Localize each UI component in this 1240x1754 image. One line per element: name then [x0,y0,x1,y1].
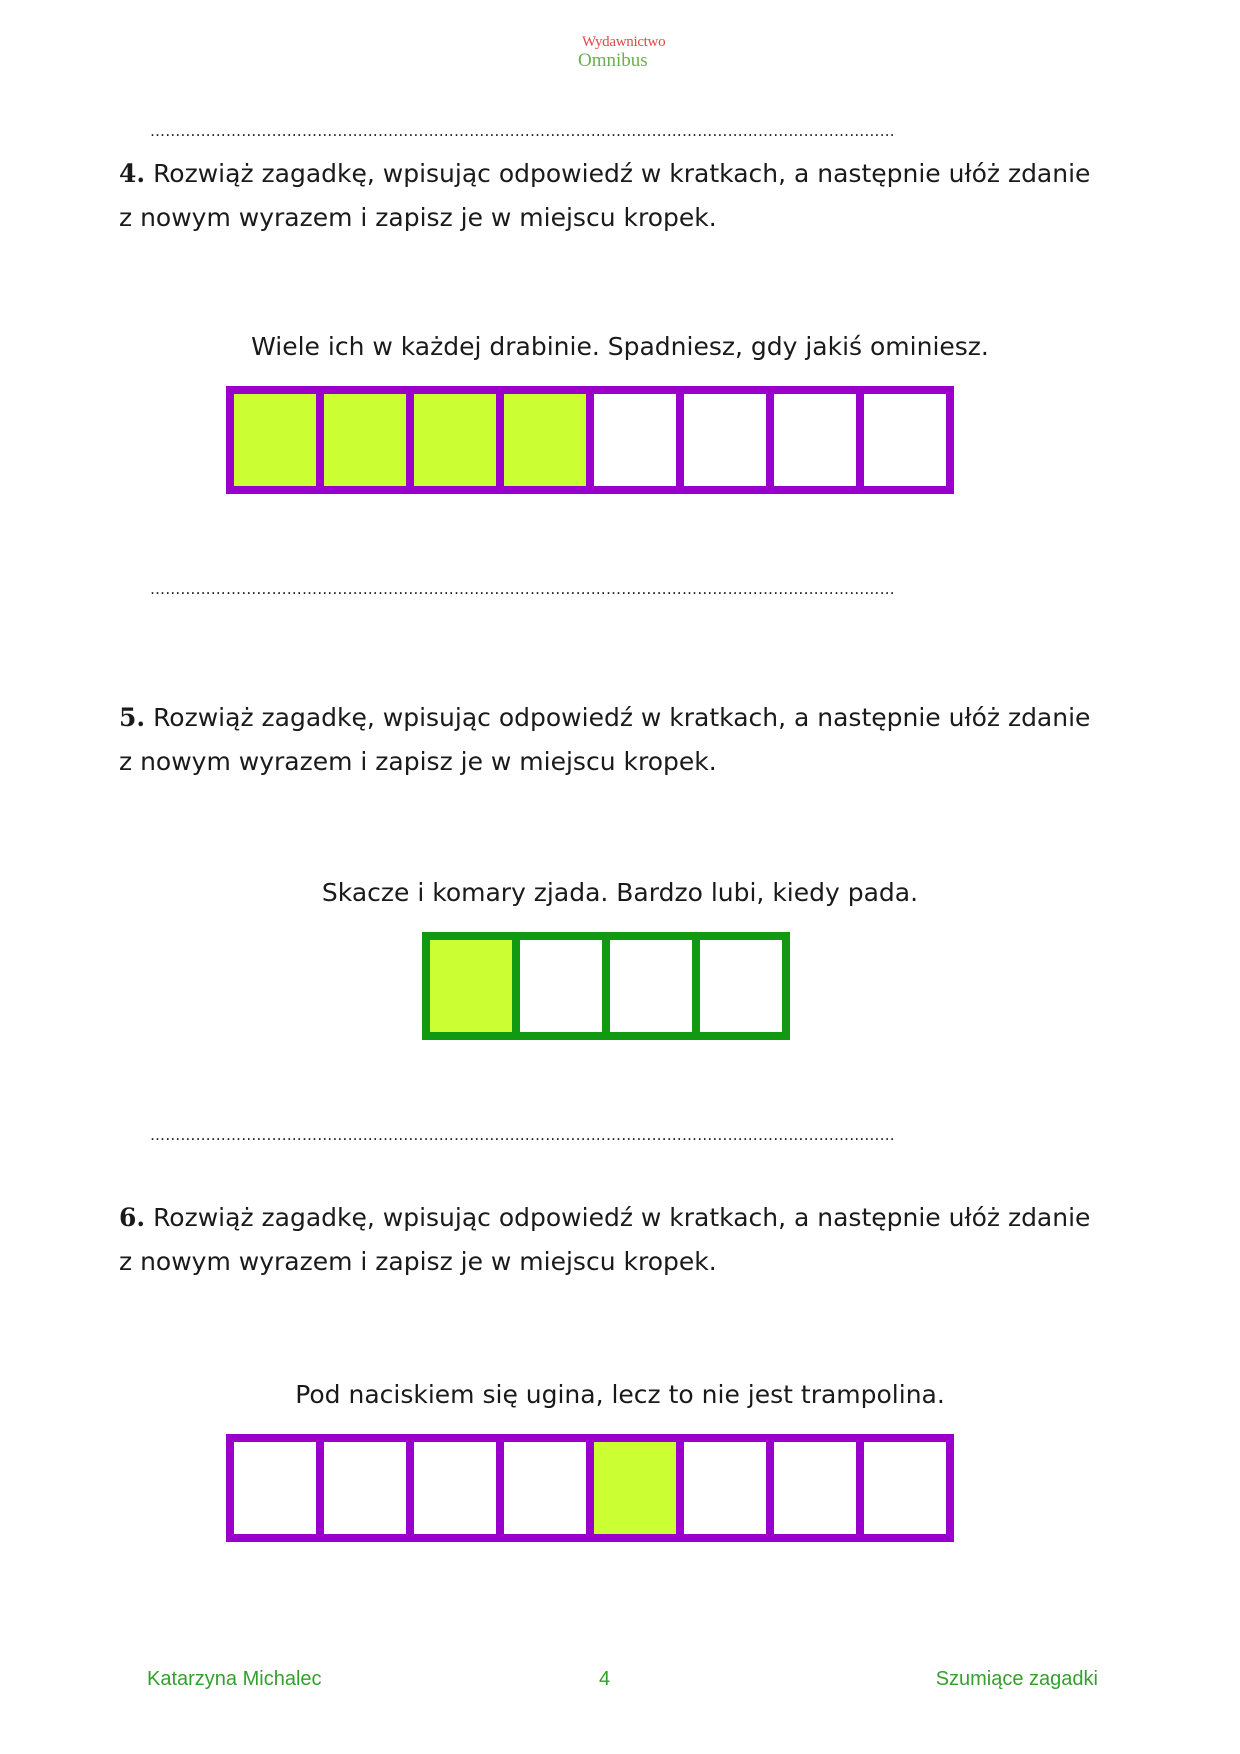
answer-box[interactable] [406,1434,504,1542]
task-4-answer-boxes [226,386,954,494]
task-4-line-2: z nowym wyrazem i zapisz je w miejscu kropek. [119,203,717,232]
footer-page-number: 4 [599,1668,611,1690]
task-4-line-1: 4. Rozwiąż zagadkę, wpisując odpowiedź w kratkach, a następnie ułóż zdanie [119,159,1091,188]
task-5-number: 5. [119,703,146,732]
answer-box[interactable] [676,1434,774,1542]
logo-line-2: Omnibus [578,50,648,71]
answer-line-3: ………………………………………………………………………………………………………………………………… [150,1126,895,1144]
answer-box[interactable] [496,1434,594,1542]
task-5-riddle: Skacze i komary zjada. Bardzo lubi, kiedy pada. [321,878,919,907]
task-5-line-1: 5. Rozwiąż zagadkę, wpisując odpowiedź w kratkach, a następnie ułóż zdanie [119,703,1091,732]
task-6-line-1: 6. Rozwiąż zagadkę, wpisując odpowiedź w kratkach, a następnie ułóż zdanie [119,1203,1091,1232]
answer-box[interactable] [422,932,520,1040]
answer-box[interactable] [856,386,954,494]
answer-box[interactable] [406,386,504,494]
task-4-riddle: Wiele ich w każdej drabinie. Spadniesz, gdy jakiś ominiesz. [251,332,989,361]
task-5-answer-boxes [422,932,790,1040]
answer-box[interactable] [512,932,610,1040]
answer-box[interactable] [692,932,790,1040]
answer-box[interactable] [226,1434,324,1542]
task-6-number: 6. [119,1203,146,1232]
answer-box[interactable] [586,1434,684,1542]
answer-box[interactable] [676,386,774,494]
task-5-instruction [119,696,1119,784]
logo-line-1: Wydawnictwo [582,34,666,50]
answer-box[interactable] [766,386,864,494]
answer-box[interactable] [586,386,684,494]
task-6-answer-boxes [226,1434,954,1542]
task-4-number: 4. [119,159,146,188]
footer-author: Katarzyna Michalec [147,1668,322,1690]
task-6-instruction [119,1196,1119,1284]
answer-line-2: ………………………………………………………………………………………………………………………………… [150,580,895,598]
task-5-line-2: z nowym wyrazem i zapisz je w miejscu kropek. [119,747,717,776]
answer-box[interactable] [226,386,324,494]
task-6-riddle: Pod naciskiem się ugina, lecz to nie jest trampolina. [295,1380,945,1409]
task-4-instruction [119,152,1119,240]
answer-box[interactable] [602,932,700,1040]
answer-box[interactable] [496,386,594,494]
answer-line-1: ………………………………………………………………………………………………………………………………… [150,122,895,140]
answer-box[interactable] [316,1434,414,1542]
answer-box[interactable] [316,386,414,494]
answer-box[interactable] [856,1434,954,1542]
publisher-logo [578,34,678,76]
answer-box[interactable] [766,1434,864,1542]
footer-title: Szumiące zagadki [935,1668,1098,1690]
task-6-line-2: z nowym wyrazem i zapisz je w miejscu kropek. [119,1247,717,1276]
